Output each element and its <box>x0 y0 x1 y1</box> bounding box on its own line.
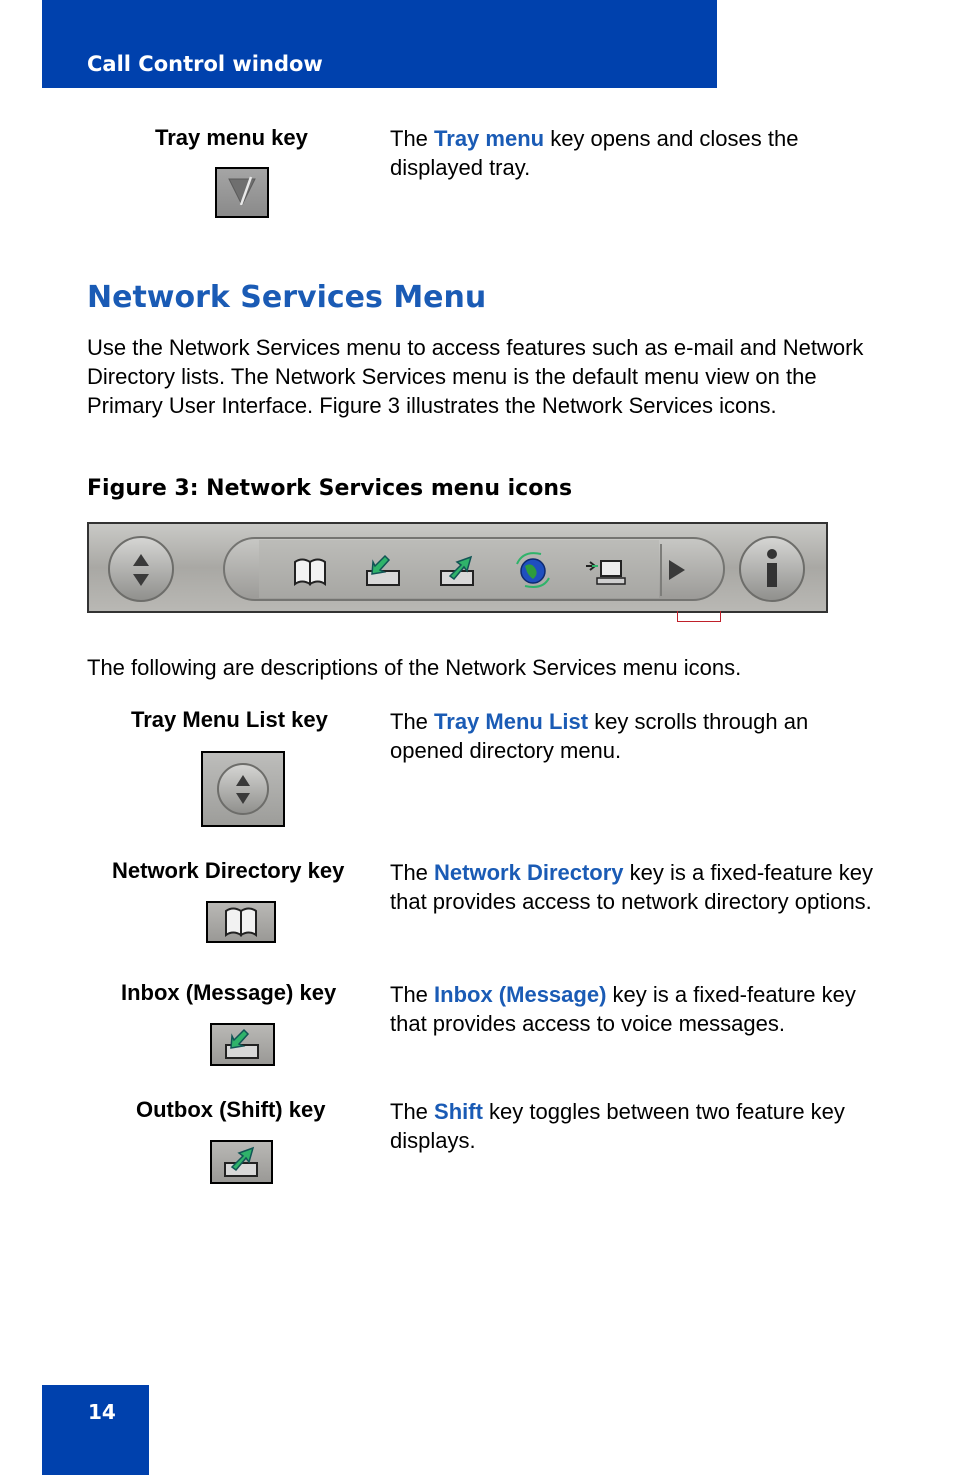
inbox-icon <box>212 1025 273 1064</box>
outbox-icon <box>212 1142 271 1182</box>
desc-text: The <box>390 1099 435 1124</box>
page-number-box <box>42 1385 149 1475</box>
section-intro: Use the Network Services menu to access features such as e-mail and Network Directory lists. The Network Services menu is the default menu view on the Primary User Interface. Figure 3 illustrates the Network Services icons. <box>87 335 864 418</box>
section-heading: Network Services Menu <box>87 280 487 315</box>
inbox-message-key-description <box>390 980 880 1038</box>
desc-text: The <box>390 126 435 151</box>
tray-menu-key-image <box>215 167 269 218</box>
outbox-shift-key-description <box>390 1097 880 1155</box>
tray-menu-list-key-image <box>201 751 285 827</box>
tray-menu-key-label: Tray menu key <box>155 125 308 150</box>
desc-text: key is a fixed-feature key that provides access to network directory options. <box>390 860 873 914</box>
tray-menu-icon <box>217 169 267 216</box>
network-services-toolbar-figure <box>87 522 828 613</box>
tray-menu-list-key-label: Tray Menu List key <box>131 707 328 732</box>
figure-caption: Figure 3: Network Services menu icons <box>87 476 573 501</box>
key-name: Shift <box>434 1099 483 1124</box>
figure-callout-marker <box>677 611 721 622</box>
tray-menu-list-icon <box>203 753 283 825</box>
toolbar-graphic <box>89 524 826 611</box>
network-directory-icon <box>295 560 325 585</box>
book-icon <box>208 903 274 941</box>
network-directory-key-label: Network Directory key <box>112 858 345 883</box>
key-name: Network Directory <box>434 860 624 885</box>
desc-text: key scrolls through an opened directory menu. <box>390 709 809 763</box>
outbox-shift-key-image <box>210 1140 273 1184</box>
page-number: 14 <box>88 1400 116 1424</box>
outbox-shift-key-label: Outbox (Shift) key <box>136 1097 326 1122</box>
key-name: Inbox (Message) <box>434 982 607 1007</box>
desc-text: key is a fixed-feature key that provides access to voice messages. <box>390 982 856 1036</box>
network-directory-key-image <box>206 901 276 943</box>
header-title: Call Control window <box>87 52 323 76</box>
key-name: Tray Menu List <box>434 709 589 734</box>
network-directory-key-description <box>390 858 880 916</box>
inbox-message-key-image <box>210 1023 275 1066</box>
desc-text: The <box>390 860 435 885</box>
tray-menu-key-description <box>390 124 880 182</box>
desc-text: key toggles between two feature key displays. <box>390 1099 845 1153</box>
inbox-message-key-label: Inbox (Message) key <box>121 980 337 1005</box>
tray-menu-list-key-description <box>390 707 880 765</box>
key-name: Tray menu <box>434 126 545 151</box>
info-icon <box>740 537 804 601</box>
tray-menu-list-icon <box>109 537 173 601</box>
desc-text: The <box>390 709 435 734</box>
desc-text: The <box>390 982 435 1007</box>
descriptions-intro: The following are descriptions of the Network Services menu icons. <box>87 655 742 680</box>
header-bar <box>42 0 717 88</box>
desc-text: key opens and closes the displayed tray. <box>390 126 799 180</box>
